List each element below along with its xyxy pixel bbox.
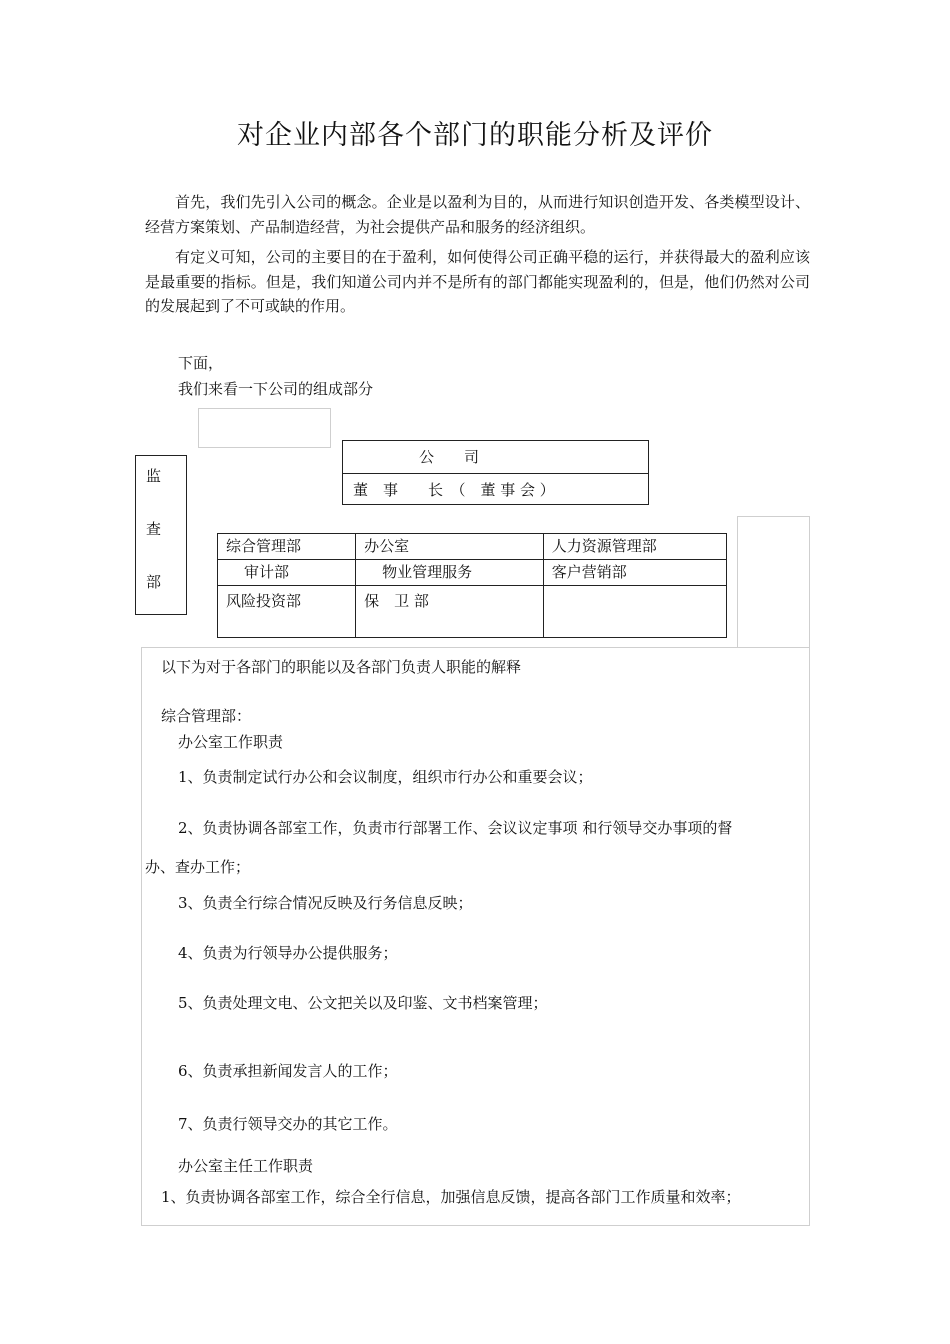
duty-item: 7、负责行领导交办的其它工作。: [178, 1115, 398, 1133]
duty-item: 4、负责为行领导办公提供服务；: [178, 944, 398, 962]
duty-item: 1、负责制定试行办公和会议制度，组织市行办公和重要会议；: [178, 768, 593, 786]
director-duties-title: 办公室主任工作职责: [178, 1157, 314, 1175]
document-title: 对企业内部各个部门的职能分析及评价: [237, 120, 713, 151]
intro-paragraph-1: 首先，我们先引入公司的概念。企业是以盈利为目的，从而进行知识创造开发、各类模型设计、经营方案策划、产品制造经营，为社会提供产品和服务的经济组织。: [145, 193, 810, 236]
department-cell: 风险投资部: [218, 586, 356, 638]
department-cell: 客户营销部: [543, 560, 726, 586]
department-cell: 审计部: [218, 560, 356, 586]
department-cell: 人力资源管理部: [543, 534, 726, 560]
department-cell: [543, 586, 726, 638]
table-row: [218, 586, 727, 638]
duty-item-continuation: 办、查办工作；: [145, 858, 251, 876]
intro-paragraph-3b: 我们来看一下公司的组成部分: [178, 380, 374, 398]
duty-item: 2、负责协调各部室工作，负责市行部署工作、会议议定事项 和行领导交办事项的督: [178, 819, 733, 837]
duty-item: 3、负责全行综合情况反映及行务信息反映；: [178, 894, 473, 912]
empty-textbox: [198, 408, 331, 448]
supervision-char: 查: [146, 520, 162, 538]
supervision-department-box: [135, 455, 187, 615]
duty-item: 6、负责承担新闻发言人的工作；: [178, 1062, 398, 1080]
department-heading: 综合管理部：: [161, 707, 252, 725]
department-cell: 物业管理服务: [356, 560, 544, 586]
department-table: [217, 533, 727, 638]
office-duties-title: 办公室工作职责: [178, 733, 284, 751]
director-duty-item: 1、负责协调各部室工作，综合全行信息，加强信息反馈，提高各部门工作质量和效率；: [161, 1188, 741, 1206]
intro-paragraph-3a: 下面，: [178, 354, 224, 372]
department-cell: 办公室: [356, 534, 544, 560]
section-heading: 以下为对于各部门的职能以及各部门负责人职能的解释: [161, 658, 522, 676]
frame-decoration: [737, 516, 810, 648]
table-row: [218, 534, 727, 560]
supervision-char: 部: [146, 573, 162, 591]
intro-paragraph-2: 有定义可知，公司的主要目的在于盈利，如何使得公司正确平稳的运行，并获得最大的盈利应该是最重要的指标。但是，我们知道公司内并不是所有的部门都能实现盈利的，但是，他们仍然对公司的发展起到了不可或缺的作用。: [145, 248, 810, 315]
board-label: 董 事 长 （ 董 事 会 ）: [353, 481, 555, 499]
supervision-char: 监: [146, 467, 162, 485]
company-label: 公 司: [343, 441, 648, 474]
duty-item: 5、负责处理文电、公文把关以及印鉴、文书档案管理；: [178, 994, 548, 1012]
department-cell: 综合管理部: [218, 534, 356, 560]
department-cell: 保 卫 部: [356, 586, 544, 638]
table-row: [218, 560, 727, 586]
company-box: [342, 440, 649, 505]
